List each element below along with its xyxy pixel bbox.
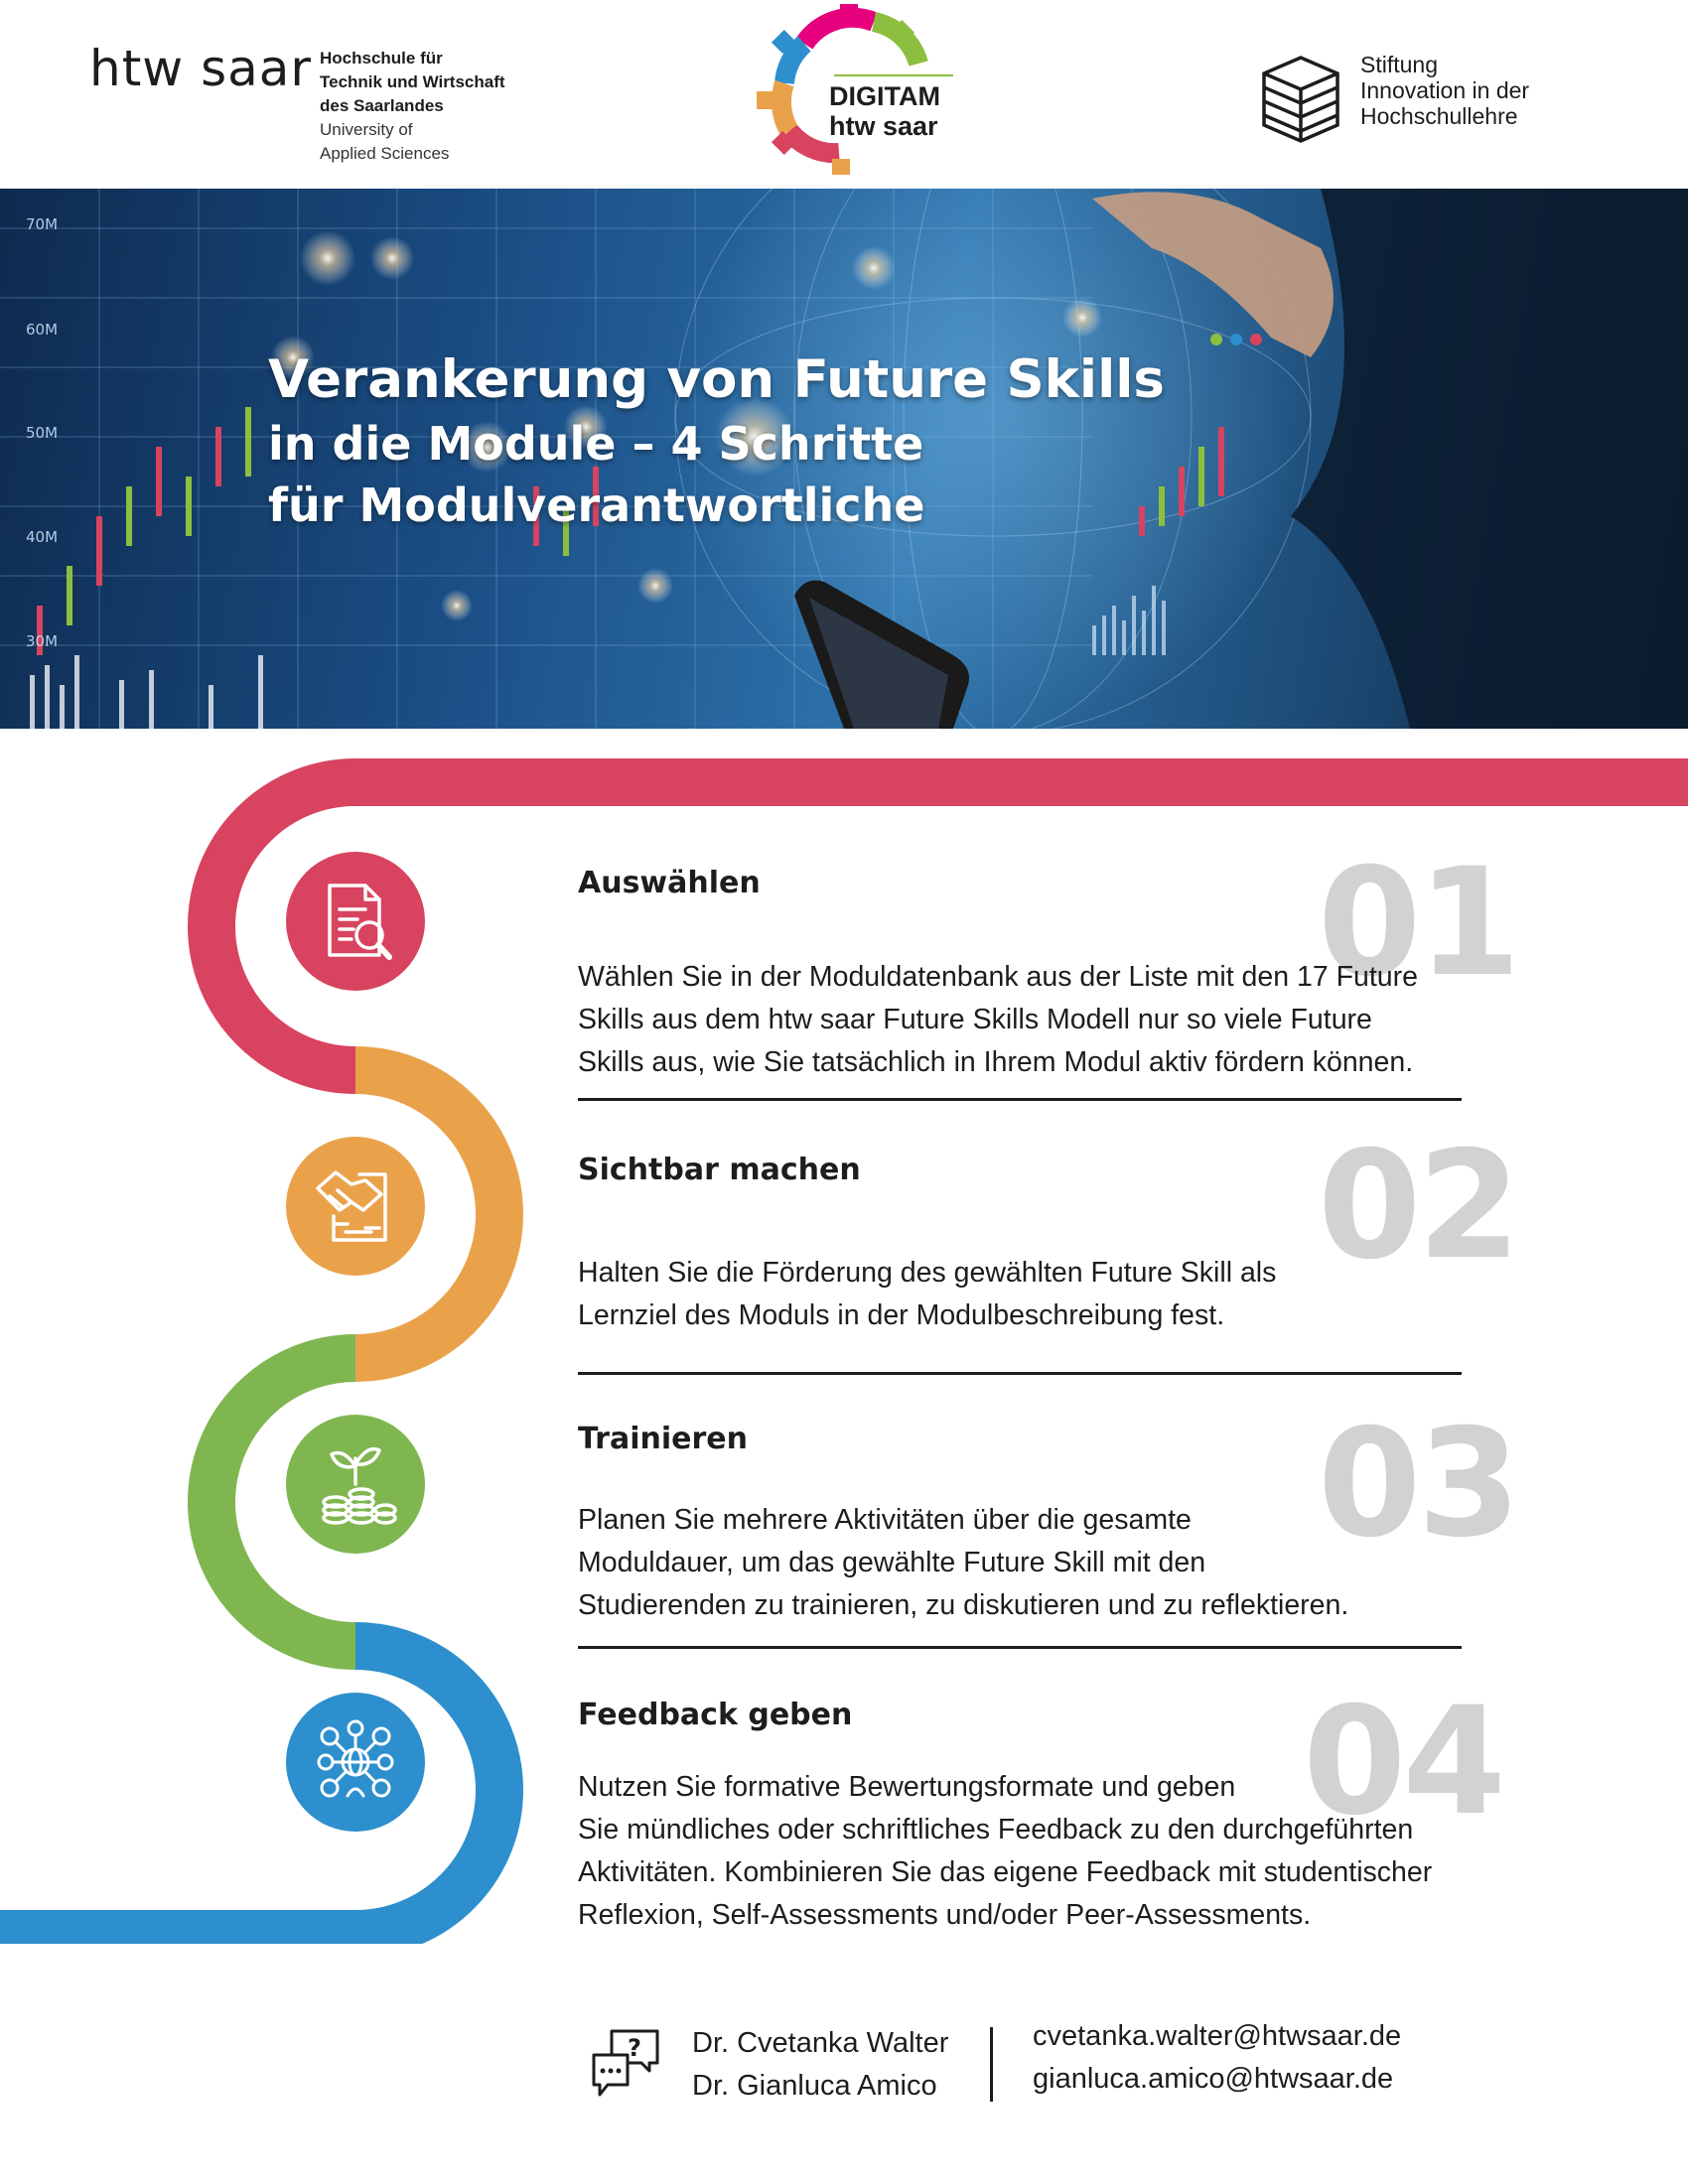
hero-banner — [0, 189, 1688, 729]
step-number: 02 — [1318, 1120, 1517, 1293]
step-04 — [578, 1678, 1521, 1936]
step-text-line: Sie mündliches oder schriftliches Feedback zu den durchgeführten — [578, 1814, 1414, 1845]
htw-line-2: Technik und Wirtschaft — [320, 72, 505, 91]
step-text-line: Skills aus, wie Sie tatsächlich in Ihrem Modul aktiv fördern können. — [578, 1046, 1414, 1078]
step-02 — [578, 1122, 1521, 1360]
digitam-text — [829, 81, 940, 141]
step-text-line: Lernziel des Moduls in der Modulbeschreibung fest. — [578, 1299, 1225, 1331]
digitam-line-2: htw saar — [829, 111, 938, 141]
stiftung-text — [1360, 52, 1529, 129]
step-text-line: Skills aus dem htw saar Future Skills Modell nur so viele Future — [578, 1004, 1372, 1035]
step-text-line: Wählen Sie in der Moduldatenbank aus der Liste mit den 17 Future — [578, 961, 1418, 993]
cube-icon — [1256, 52, 1345, 147]
contact-email-link[interactable]: gianluca.amico@htwsaar.de — [1033, 2063, 1394, 2095]
axis-label-70m: 70M — [26, 215, 59, 233]
step-divider — [578, 1372, 1462, 1375]
plant-coins-icon — [286, 1415, 425, 1554]
document-search-icon — [286, 852, 425, 991]
step-01 — [578, 839, 1521, 1097]
step-text-line: Nutzen Sie formative Bewertungsformate und geben — [578, 1771, 1236, 1803]
step-title: Feedback geben — [578, 1698, 853, 1732]
digitam-line-1: DIGITAM — [829, 81, 940, 111]
step-description — [578, 956, 1418, 1084]
contact-separator — [990, 2027, 993, 2102]
step-title: Sichtbar machen — [578, 1153, 861, 1187]
step-03 — [578, 1400, 1521, 1648]
axis-label-30m: 30M — [26, 632, 59, 650]
step-number: 01 — [1318, 837, 1517, 1010]
hero-title — [268, 347, 1165, 536]
step-text-line: Planen Sie mehrere Aktivitäten über die gesamte — [578, 1504, 1192, 1536]
step-number: 04 — [1303, 1676, 1502, 1848]
step-divider — [578, 1646, 1462, 1649]
axis-label-50m: 50M — [26, 424, 59, 442]
stiftung-line-2: Innovation in der — [1360, 77, 1530, 103]
hero-title-line-3: für Modulverantwortliche — [268, 478, 925, 532]
step-text-line: Moduldauer, um das gewählte Future Skill mit den — [578, 1547, 1206, 1578]
hero-title-line-1: Verankerung von Future Skills — [268, 349, 1165, 410]
contact-name: Dr. Gianluca Amico — [692, 2070, 937, 2102]
step-text-line: Halten Sie die Förderung des gewählten Future Skill als — [578, 1257, 1277, 1289]
contact-names — [692, 2022, 948, 2108]
axis-label-40m: 40M — [26, 528, 59, 546]
htw-wordmark: htw saar — [89, 40, 312, 97]
contact-email-link[interactable]: cvetanka.walter@htwsaar.de — [1033, 2020, 1402, 2052]
htw-line-4: University of — [320, 120, 413, 139]
step-number: 03 — [1318, 1398, 1517, 1570]
global-network-icon — [286, 1693, 425, 1832]
step-text-line: Reflexion, Self-Assessments und/oder Peer-Assessments. — [578, 1899, 1312, 1931]
stiftung-line-3: Hochschullehre — [1360, 103, 1518, 129]
digitam-logo — [745, 4, 963, 178]
handshake-contract-icon — [286, 1137, 425, 1276]
contact-name: Dr. Cvetanka Walter — [692, 2027, 949, 2059]
svg-text:?: ? — [628, 2034, 641, 2062]
htw-line-1: Hochschule für — [320, 49, 443, 68]
step-divider — [578, 1098, 1462, 1101]
htw-saar-logo — [89, 40, 506, 169]
stiftung-line-1: Stiftung — [1360, 52, 1438, 77]
stiftung-logo — [1256, 52, 1653, 151]
htw-logo-text — [320, 47, 505, 166]
step-title: Auswählen — [578, 866, 761, 900]
hero-title-line-2: in die Module – 4 Schritte — [268, 417, 924, 471]
step-description — [578, 1252, 1276, 1337]
step-text-line: Aktivitäten. Kombinieren Sie das eigene Feedback mit studentischer — [578, 1856, 1433, 1888]
htw-line-5: Applied Sciences — [320, 144, 450, 163]
axis-label-60m: 60M — [26, 321, 59, 339]
step-text-line: Studierenden zu trainieren, zu diskutieren und zu reflektieren. — [578, 1589, 1349, 1621]
step-description — [578, 1499, 1348, 1627]
htw-line-3: des Saarlandes — [320, 96, 444, 115]
question-chat-icon — [588, 2025, 663, 2101]
step-description — [578, 1766, 1432, 1937]
step-title: Trainieren — [578, 1422, 748, 1456]
contact-emails — [1033, 2015, 1401, 2101]
